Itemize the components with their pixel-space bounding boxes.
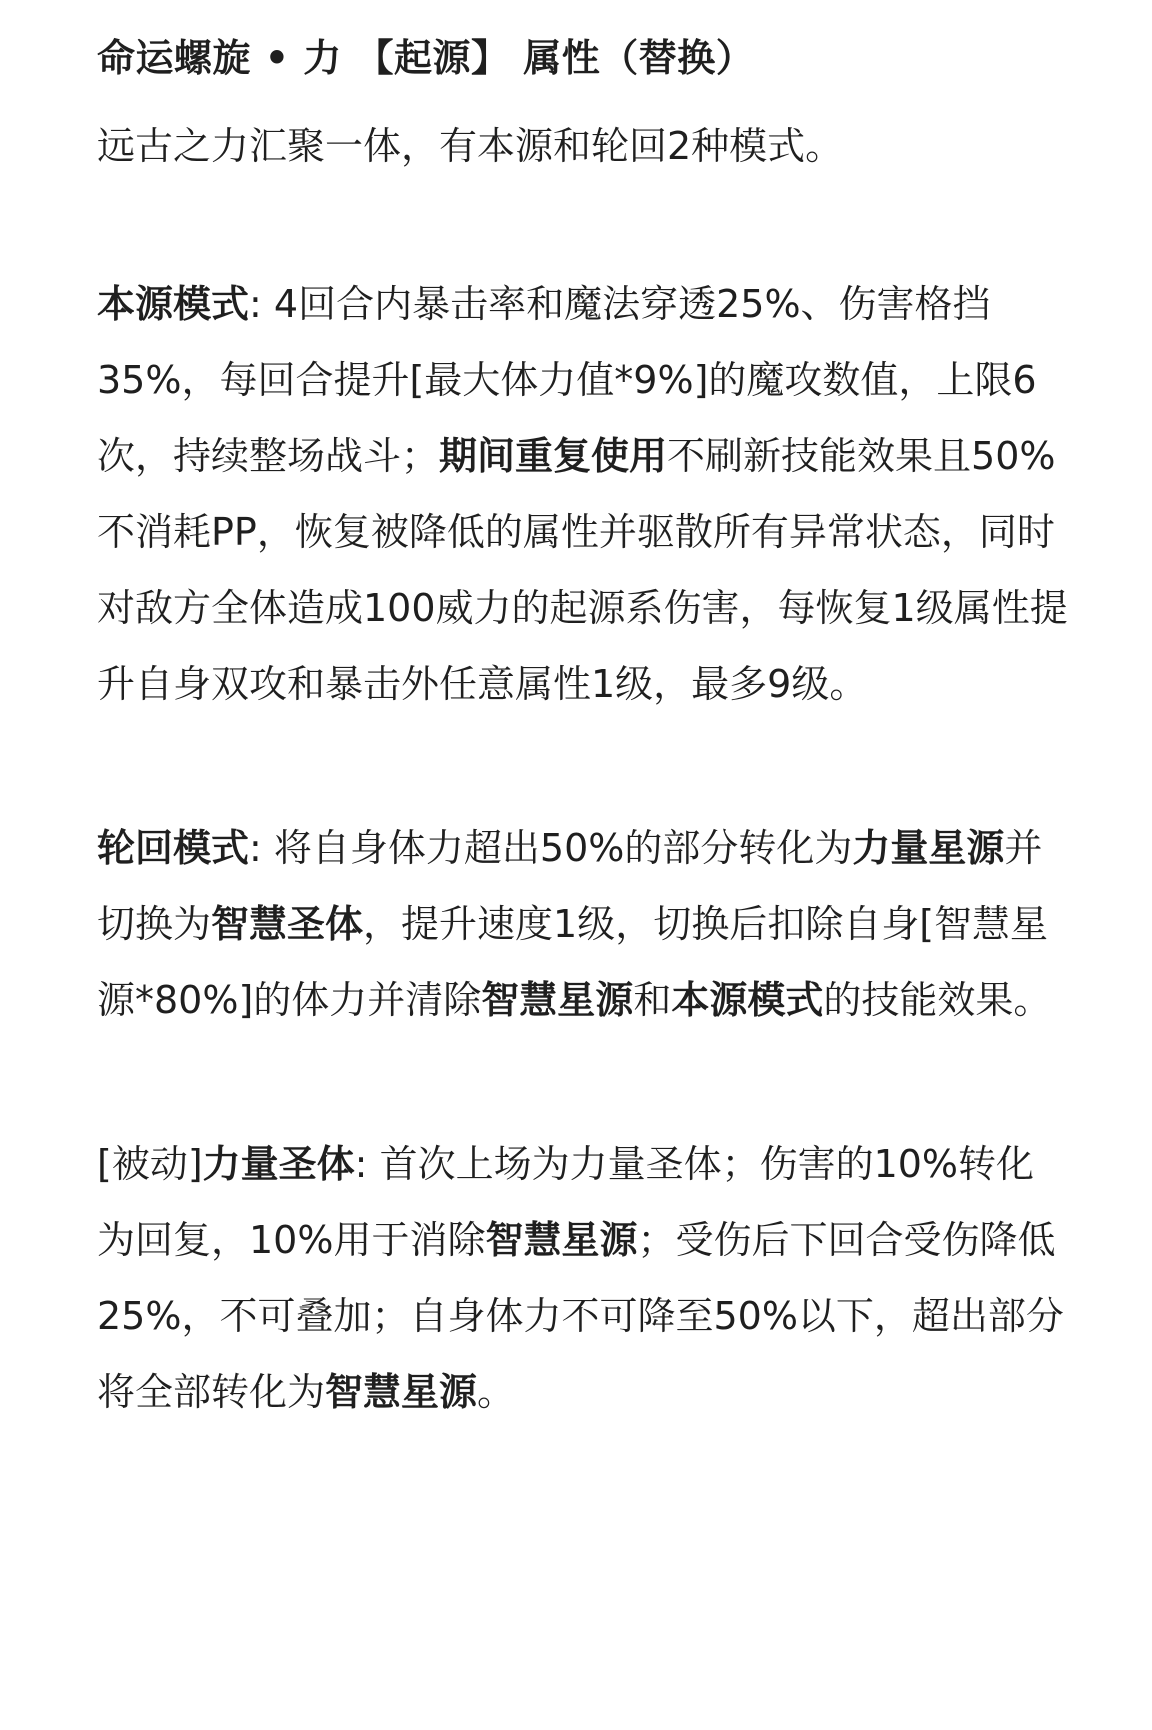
passive-text-b: ；受伤后下回合受伤降低25%，不可叠加；自身体力不可降至50%以下，超出部分将全部转化为 [97, 1218, 1064, 1414]
separator: : [249, 282, 262, 326]
mode-cycle-text-c: ，提升速度1级，切换后扣除自身[智慧星源*80%]的体力并清除 [97, 902, 1049, 1022]
passive-bold-b: 智慧星源 [325, 1370, 478, 1414]
passive-label: 力量圣体 [202, 1142, 355, 1186]
mode-cycle-bold-d: 本源模式 [671, 978, 824, 1022]
mode-cycle-text-d: 和 [633, 978, 672, 1022]
passive-bold-a: 智慧星源 [485, 1218, 638, 1262]
separator: : [249, 826, 262, 870]
mode-origin-text-a: 4回合内暴击率和魔法穿透25%、伤害格挡35%，每回合提升[最大体力值*9%]的魔攻数值，上限6次，持续整场战斗； [97, 282, 1037, 478]
spacer [97, 722, 1072, 810]
mode-origin-bold-a: 期间重复使用 [439, 434, 668, 478]
skill-title: 命运螺旋 • 力 【起源】 属性（替换） [97, 36, 755, 80]
mode-cycle-bold-b: 智慧圣体 [211, 902, 364, 946]
mode-cycle-text-a: 将自身体力超出50%的部分转化为 [261, 826, 853, 870]
intro-text: 远古之力汇聚一体，有本源和轮回2种模式。 [97, 124, 844, 168]
spacer [97, 1038, 1072, 1126]
passive-prefix: [被动] [97, 1142, 203, 1186]
mode-origin-text-b: 不刷新技能效果且50%不消耗PP，恢复被降低的属性并驱散所有异常状态，同时对敌方全体造成100威力的起源系伤害，每恢复1级属性提升自身双攻和暴击外任意属性1级，最多9级。 [97, 434, 1068, 706]
mode-cycle-text-e: 的技能效果。 [823, 978, 1052, 1022]
spacer [97, 178, 1072, 266]
separator: : [354, 1142, 368, 1186]
mode-cycle-label: 轮回模式 [97, 826, 250, 870]
passive-text-a: 首次上场为力量圣体；伤害的10%转化为回复，10%用于消除 [97, 1142, 1035, 1262]
mode-cycle-bold-a: 力量星源 [852, 826, 1005, 870]
skill-description [97, 30, 1072, 1430]
mode-cycle-text-b: 并切换为 [97, 826, 1043, 946]
mode-origin-paragraph [97, 266, 1072, 722]
mode-origin-label: 本源模式 [97, 282, 250, 326]
passive-paragraph [97, 1126, 1072, 1430]
mode-cycle-paragraph [97, 810, 1072, 1038]
passive-text-c: 。 [477, 1370, 516, 1414]
mode-cycle-bold-c: 智慧星源 [481, 978, 634, 1022]
